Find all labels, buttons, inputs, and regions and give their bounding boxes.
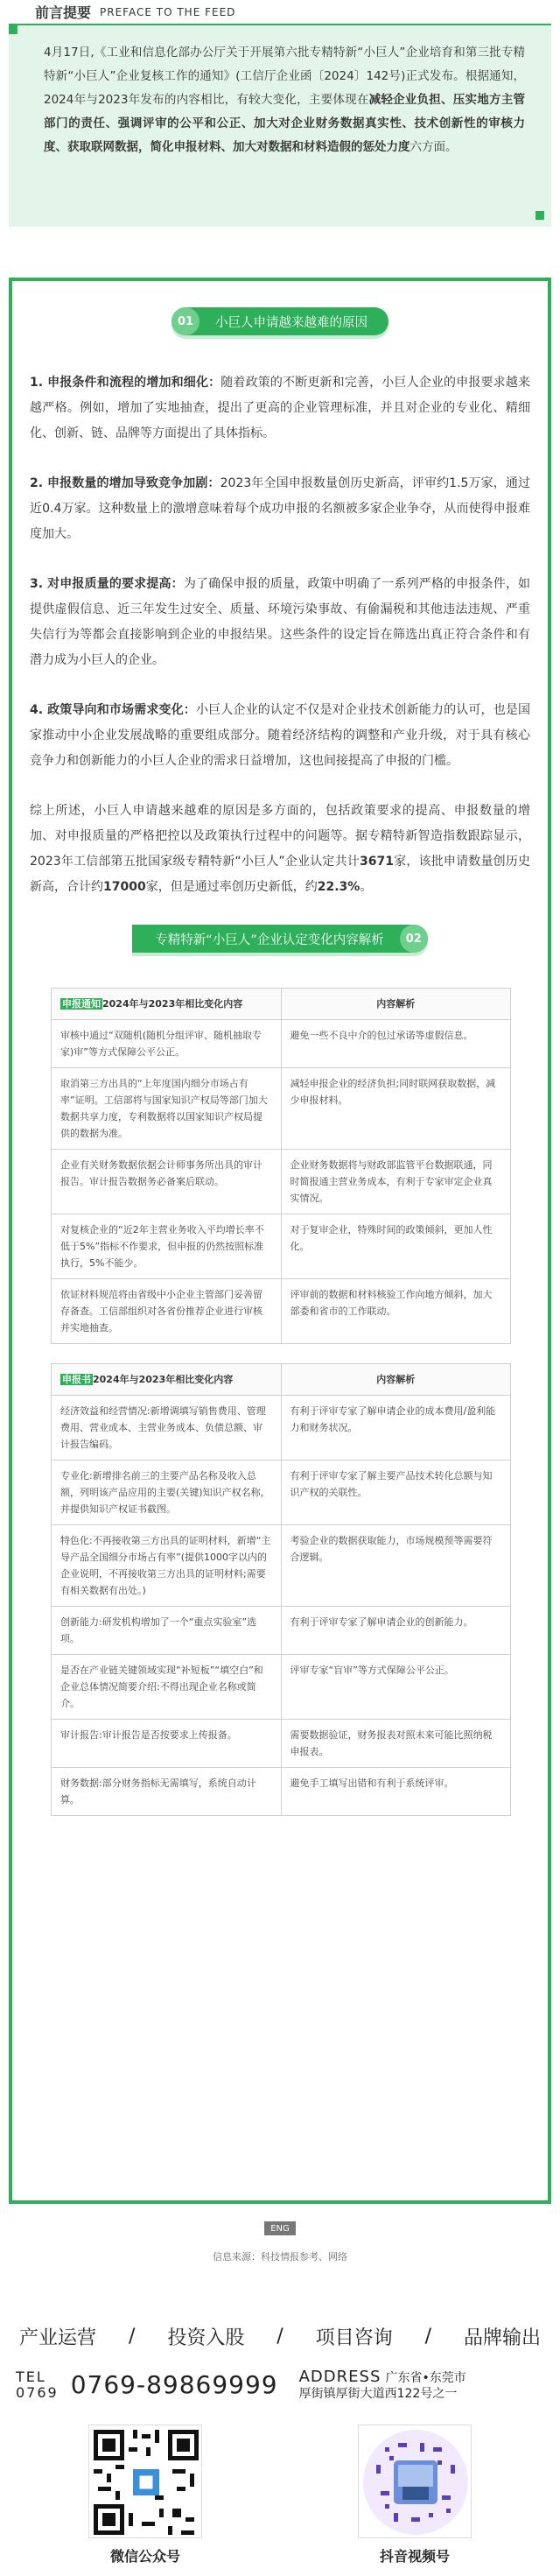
wechat-qr-block <box>88 2425 202 2565</box>
analysis-cell: 需要数据验证，财务报表对照未来可能比照纳税申报表。 <box>281 1720 511 1768</box>
table-header: 申报书 2024年与2023年相比变化内容 <box>52 1364 282 1396</box>
intro-paragraph: 4月17日,《工业和信息化部办公厅关于开展第六批专精特新“小巨人”企业培育和第三批专精特新“小巨人”企业复核工作的通知》(工信厅企业函〔2024〕142号)正式发布。根据通知，2024年与2023年发布的内容相比，有较大变化，主要体现在减轻企业负担、压实地方主管部门的责任、强调评审的公平和公正、加大对企业财务数据真实性、技术创新性的审核力度、获取联网数据，简化申报材料、加大对数据和材料造假的惩处力度六方面。 <box>44 46 526 154</box>
douyin-qr-block <box>358 2425 472 2565</box>
section-title: 专精特新“小巨人”企业认定变化内容解析 <box>155 933 384 947</box>
table-header: 内容解析 <box>281 989 511 1020</box>
analysis-cell: 有利于评审专家了解申请企业的创新能力。 <box>281 1607 511 1655</box>
table-row <box>52 1768 511 1816</box>
analysis-cell: 有利于评审专家了解申请企业的成本费用/盈利能力和财务状况。 <box>281 1396 511 1460</box>
section-number: 01 <box>172 307 200 335</box>
change-cell: 企业有关财务数据依据会计师事务所出具的审计报告。审计报告数据务必备案后联动。 <box>52 1150 282 1214</box>
section2-heading <box>30 925 530 953</box>
footer <box>0 2323 560 2565</box>
analysis-cell: 避免一些不良中介的包过承诺等虚假信息。 <box>281 1020 511 1068</box>
application-change-table <box>51 1363 511 1816</box>
service-item: 品牌输出 <box>463 2327 541 2349</box>
divider-slash: / <box>128 2326 136 2347</box>
table-header: 内容解析 <box>281 1364 511 1396</box>
preface-subtitle: PREFACE TO THE FEED <box>100 5 236 18</box>
wechat-label: 微信公众号 <box>109 2548 180 2565</box>
section-number: 02 <box>400 925 428 953</box>
change-cell: 取消第三方出具的“上年度国内细分市场占有率”证明。工信部将与国家知识产权局等部门加大数据共享力度，专利数据将以国家知识产权局提供的数据为准。 <box>52 1068 282 1150</box>
wechat-qr-code[interactable] <box>88 2425 202 2538</box>
change-cell: 审计报告:审计报告是否按要求上传报备。 <box>52 1720 282 1768</box>
douyin-label: 抖音视频号 <box>379 2548 450 2565</box>
main-content-frame <box>9 278 551 2204</box>
service-item: 投资入股 <box>167 2327 245 2349</box>
intro-box <box>9 24 551 227</box>
change-cell: 特色化:不再接收第三方出具的证明材料，新增“主导产品全国细分市场占有率”(提供1000字以内的企业说明，不再接收第三方出具的证明材料;需要有相关数据有出处。) <box>52 1525 282 1607</box>
analysis-cell: 减轻申报企业的经济负担;同时联网获取数据，减少申报材料。 <box>281 1068 511 1150</box>
preface-header <box>0 0 560 24</box>
table-row <box>52 1279 511 1344</box>
qr-pattern-icon <box>89 2425 202 2538</box>
change-cell: 经济效益和经营情况:新增调填写销售费用、管理费用、营业成本、主营业务成本、负债总额、审计报告编码。 <box>52 1396 282 1460</box>
eng-badge: ENG <box>264 2221 296 2235</box>
preface-title: 前言提要 <box>35 4 92 21</box>
corner-decoration <box>9 25 18 34</box>
douyin-qr-code[interactable] <box>358 2425 472 2538</box>
table-row <box>52 1068 511 1150</box>
corner-decoration <box>536 211 544 220</box>
qr-pattern-icon <box>359 2425 472 2538</box>
table-row <box>52 1460 511 1525</box>
reason-paragraph: 3. 对申报质量的要求提高：为了确保申报的质量，政策中明确了一系列严格的申报条件，如提供虚假信息、近三年发生过安全、质量、环境污染事故、有偷漏税和其他违法违规、严重失信行为等都会直接影响到企业的申报结果。这些条件的设定旨在筛选出真正符合条件和有潜力成为小巨人的企业。 <box>30 577 531 667</box>
table-row <box>52 1525 511 1607</box>
qr-row <box>10 2425 550 2565</box>
services-row <box>10 2323 550 2350</box>
section-title: 小巨人申请越来越难的原因 <box>215 315 368 330</box>
table-row <box>52 1020 511 1068</box>
change-cell: 财务数据:部分财务指标无需填写，系统自动计算。 <box>52 1768 282 1816</box>
service-item: 项目咨询 <box>315 2327 393 2349</box>
table-row <box>52 1720 511 1768</box>
table-row <box>52 1655 511 1720</box>
change-cell: 是否在产业链关键领域实现“补短板”“填空白”和企业总体情况简要介绍:不得出现企业名称或简介。 <box>52 1655 282 1720</box>
summary-paragraph: 综上所述，小巨人申请越来越难的原因是多方面的，包括政策要求的提高、申报数量的增加、对申报质量的严格把控以及政策执行过程中的问题等。据专精特新智造指数跟踪显示，2023年工信部第五批国家级专精特新“小巨人”企业认定共计3671家，该批申请数量创历史新高，合计约17000家，但是通过率创历史新低，约22.3%。 <box>30 804 531 894</box>
divider-slash: / <box>276 2326 284 2347</box>
address-line: 厚街镇厚街大道西122号之一 <box>298 2387 458 2401</box>
analysis-cell: 避免手工填写出错和有利于系统评审。 <box>281 1768 511 1816</box>
analysis-cell: 评审专家“盲审”等方式保障公平公正。 <box>281 1655 511 1720</box>
notice-change-table <box>51 988 511 1344</box>
address-block <box>299 2368 466 2402</box>
analysis-cell: 考验企业的数据获取能力，市场规模预等需要符合逻辑。 <box>281 1525 511 1607</box>
change-cell: 创新能力:研发机构增加了一个“重点实验室”选项。 <box>52 1607 282 1655</box>
address-line: 广东省•东莞市 <box>385 2371 466 2385</box>
change-cell: 依证材料规范将由省级中小企业主管部门妥善留存备查。工信部组织对各省份推荐企业进行审核并实地抽查。 <box>52 1279 282 1344</box>
phone-number: 0769-89869999 <box>70 2370 278 2399</box>
table-row <box>52 1396 511 1460</box>
table-row <box>52 1214 511 1279</box>
analysis-cell: 有利于评审专家了解主要产品技术转化总额与知识产权的关联性。 <box>281 1460 511 1525</box>
section1-heading <box>30 307 530 335</box>
table-row <box>52 1150 511 1214</box>
table-row <box>52 1607 511 1655</box>
contact-row <box>10 2368 550 2402</box>
table-header: 申报通知 2024年与2023年相比变化内容 <box>52 989 282 1020</box>
tel-label: TEL 0769 <box>16 2368 59 2401</box>
reason-paragraph: 4. 政策导向和市场需求变化：小巨人企业的认定不仅是对企业技术创新能力的认可，也是国家推动中小企业发展战略的重要组成部分。随着经济结构的调整和产业升级，对于具有核心竞争力和创新能力的小巨人企业的需求日益增加，这也间接提高了申报的门槛。 <box>30 703 531 768</box>
source-note: 信息来源：科技情报参考、网络 <box>213 2251 347 2263</box>
analysis-cell: 企业财务数据将与财政部监管平台数据联通，同时简报通主营业务成本，有利于专家审定企业真实情况。 <box>281 1150 511 1214</box>
address-label: ADDRESS <box>298 2368 382 2386</box>
divider-slash: / <box>424 2326 431 2347</box>
reason-paragraph: 2. 申报数量的增加导致竞争加剧：2023年全国申报数量创历史新高，评审约1.5万家，通过近0.4万家。这种数量上的激增意味着每个成功申报的名额被多家企业争夺，从而使得申报难度加大。 <box>30 476 530 541</box>
reason-paragraph: 1. 申报条件和流程的增加和细化：随着政策的不断更新和完善，小巨人企业的申报要求越来越严格。例如，增加了实地抽查，提出了更高的企业管理标准，并且对企业的专业化、精细化、创新、链、品牌等方面提出了具体指标。 <box>30 376 530 440</box>
analysis-cell: 评审前的数据和材料核验工作向地方倾斜，加大部委和省市的工作联动。 <box>281 1279 511 1344</box>
analysis-cell: 对于复审企业，特殊时间的政策倾斜，更加人性化。 <box>281 1214 511 1279</box>
service-item: 产业运营 <box>19 2327 97 2349</box>
change-cell: 审核中通过“双随机(随机分组评审、随机抽取专家)审”等方式保障公平公正。 <box>52 1020 282 1068</box>
change-cell: 专业化:新增排名前三的主要产品名称及收入总额，列明该产品应用的主要(关键)知识产权名称，并提供知识产权证书截图。 <box>52 1460 282 1525</box>
change-cell: 对复核企业的“近2年主营业务收入平均增长率不低于5%”指标不作要求，但申报的仍然按照标准执行，5%不能少。 <box>52 1214 282 1279</box>
